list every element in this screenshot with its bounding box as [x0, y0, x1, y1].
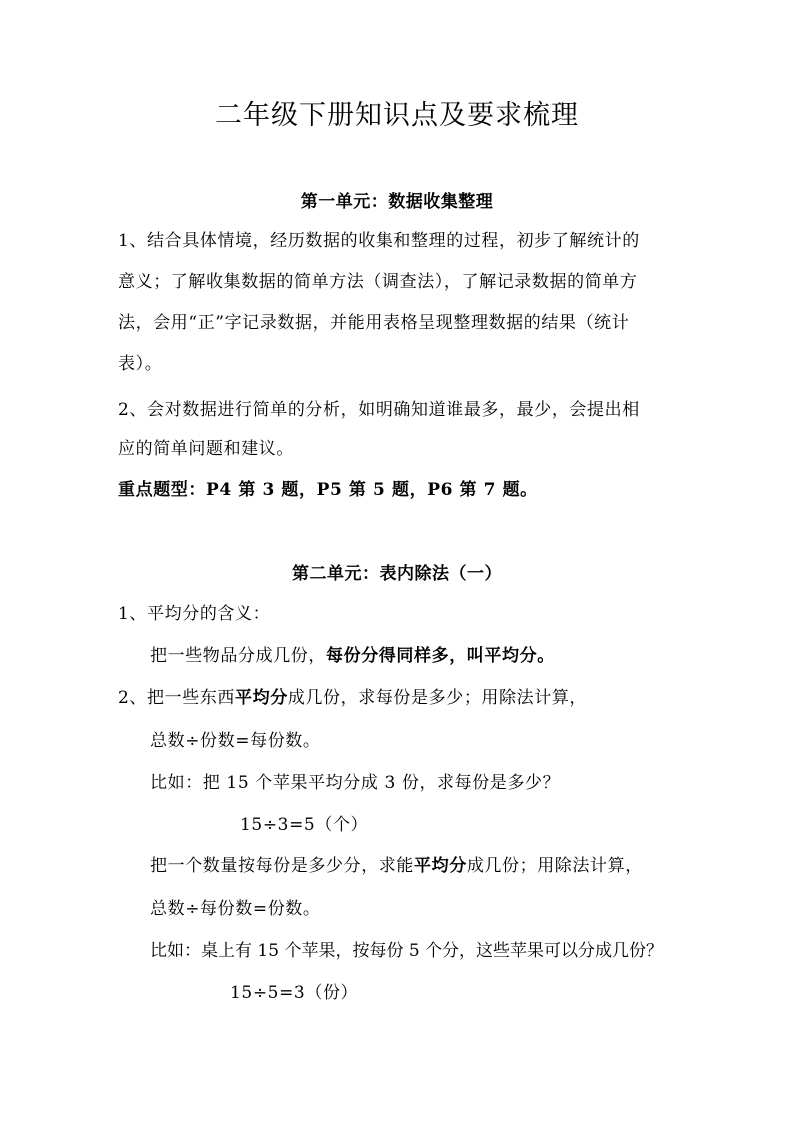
unit2-heading: 第二单元：表内除法（一） — [292, 564, 502, 584]
unit2-item1-definition — [150, 648, 555, 665]
unit1-heading: 第一单元：数据收集整理 — [300, 192, 494, 212]
unit1-p2-line2: 应的简单问题和建议。 — [118, 439, 294, 459]
example-1-calculation: 15÷3=5（个） — [240, 815, 369, 835]
unit2-item2 — [118, 690, 587, 707]
definition-text: 把一些物品分成几份， — [150, 646, 326, 666]
item3-text-a: 把一个数量按每份是多少分，求能 — [150, 856, 414, 876]
item3-emphasis: 平均分 — [414, 856, 467, 876]
item2-text-c: 成几份，求每份是多少；用除法计算， — [287, 688, 588, 708]
unit1-p1-line1: 1、结合具体情境，经历数据的收集和整理的过程，初步了解统计的 — [118, 231, 640, 251]
example-2: 比如：桌上有 15 个苹果，按每份 5 个分，这些苹果可以分成几份？ — [150, 941, 664, 961]
unit1-p2-line1: 2、会对数据进行简单的分析，如明确知道谁最多，最少，会提出相 — [118, 400, 640, 420]
unit1-p1-line2: 意义；了解收集数据的简单方法（调查法），了解记录数据的简单方 — [118, 272, 638, 292]
formula-1: 总数÷份数=每份数。 — [150, 731, 321, 751]
item3-text-c: 成几份；用除法计算， — [466, 856, 643, 876]
unit2-item3 — [150, 858, 643, 875]
page-title: 二年级下册知识点及要求梳理 — [215, 100, 579, 131]
example-2-calculation: 15÷5=3（份） — [230, 983, 359, 1003]
item2-emphasis: 平均分 — [235, 688, 288, 708]
item2-text-a: 2、把一些东西 — [118, 688, 236, 708]
formula-2: 总数÷每份数=份数。 — [150, 899, 321, 919]
example-1: 比如：把 15 个苹果平均分成 3 份，求每份是多少？ — [150, 773, 561, 793]
definition-emphasis: 每份分得同样多，叫平均分。 — [326, 646, 555, 666]
unit1-key-exercises: 重点题型：P4 第 3 题，P5 第 5 题，P6 第 7 题。 — [118, 480, 538, 500]
unit1-p1-line4: 表）。 — [118, 354, 163, 374]
unit2-item1: 1、平均分的含义： — [118, 604, 271, 624]
unit1-p1-line3: 法，会用“正”字记录数据，并能用表格呈现整理数据的结果（统计 — [118, 313, 630, 333]
